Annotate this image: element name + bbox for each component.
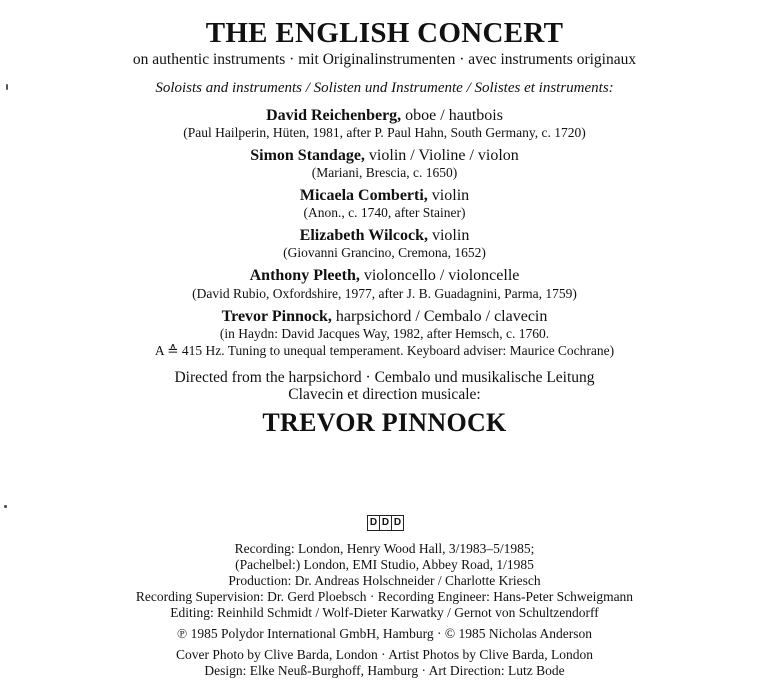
direction-line: Directed from the harpsichord · Cembalo und musikalische Leitung: [174, 369, 595, 386]
credit-line: Production: Dr. Andreas Holschneider / Charlotte Kriesch: [228, 573, 541, 588]
copyright-line: ℗ 1985 Polydor International GmbH, Hamburg · © 1985 Nicholas Anderson: [176, 626, 593, 641]
soloist-entry: [0, 148, 769, 164]
soloist-instrument: violin: [427, 227, 470, 244]
ensemble-title: THE ENGLISH CONCERT: [205, 17, 564, 49]
credit-line: Cover Photo by Clive Barda, London · Artist Photos by Clive Barda, London: [176, 647, 593, 662]
soloist-instrument: violin: [427, 187, 470, 204]
soloist-name: David Reichenberg,: [266, 107, 402, 124]
credit-line: Editing: Reinhild Schmidt / Wolf-Dieter Karwatky / Gernot von Schultzendorff: [170, 605, 599, 620]
credit-line: Recording Supervision: Dr. Gerd Ploebsch · Recording Engineer: Hans-Peter Schweigmann: [135, 589, 634, 604]
scan-mark-bottom: [4, 505, 7, 508]
soloist-name: Elizabeth Wilcock,: [299, 227, 428, 244]
ddd-code-badge: [367, 515, 404, 531]
ddd-letter: D: [368, 516, 380, 530]
ddd-letter: D: [393, 517, 402, 528]
soloist-entry: [0, 188, 769, 204]
soloist-entry: [0, 108, 769, 124]
soloists-heading: Soloists and instruments / Solisten und Instrumente / Solistes et instruments:: [155, 80, 614, 96]
instrument-details: (Giovanni Grancino, Cremona, 1652): [283, 245, 486, 260]
soloist-instrument: violoncello / violoncelle: [359, 267, 520, 284]
soloist-name: Trevor Pinnock,: [221, 308, 332, 325]
soloist-name: Simon Standage,: [250, 147, 365, 164]
soloist-name: Anthony Pleeth,: [249, 267, 360, 284]
instrument-details: (Mariani, Brescia, c. 1650): [311, 165, 458, 180]
soloist-instrument: violin / Violine / violon: [364, 147, 519, 164]
instrument-details: (Anon., c. 1740, after Stainer): [303, 205, 466, 220]
soloist-entry: [0, 268, 769, 284]
instrument-details: (in Haydn: David Jacques Way, 1982, after Hemsch, c. 1760.: [219, 326, 550, 341]
tuning-note: A ≙ 415 Hz. Tuning to unequal temperament. Keyboard adviser: Maurice Cochrane): [154, 343, 615, 358]
ddd-letter: D: [380, 516, 392, 530]
soloist-instrument: oboe / hautbois: [401, 107, 503, 124]
ensemble-subtitle: on authentic instruments · mit Originalinstrumenten · avec instruments originaux: [132, 51, 637, 68]
soloist-instrument: harpsichord / Cembalo / clavecin: [331, 308, 548, 325]
credit-line: Design: Elke Neuß-Burghoff, Hamburg · Art Direction: Lutz Bode: [204, 663, 565, 678]
credit-line: Recording: London, Henry Wood Hall, 3/1983–5/1985;: [234, 541, 535, 556]
director-name: TREVOR PINNOCK: [262, 408, 507, 437]
soloist-name: Micaela Comberti,: [299, 187, 428, 204]
instrument-details: (Paul Hailperin, Hüten, 1981, after P. Paul Hahn, South Germany, c. 1720): [183, 125, 586, 140]
soloist-entry: [0, 228, 769, 244]
credit-line: (Pachelbel:) London, EMI Studio, Abbey Road, 1/1985: [235, 557, 534, 572]
direction-line: Clavecin et direction musicale:: [288, 386, 481, 403]
instrument-details: (David Rubio, Oxfordshire, 1977, after J. B. Guadagnini, Parma, 1759): [192, 286, 577, 301]
soloist-entry: [0, 309, 769, 325]
